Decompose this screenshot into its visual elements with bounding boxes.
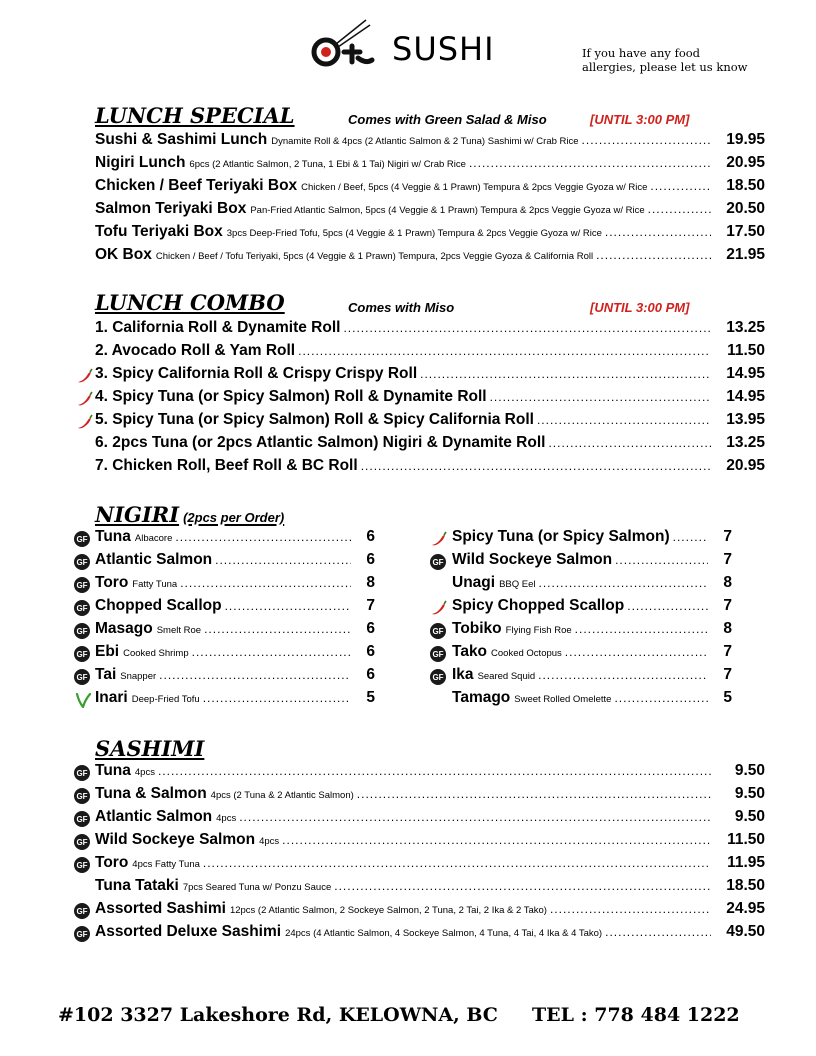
item-name: Tofu Teriyaki Box: [95, 223, 223, 240]
gluten-free-icon: GF: [74, 926, 90, 942]
menu-item: [452, 689, 732, 711]
item-price: 18.50: [726, 177, 765, 194]
leader-dots: [548, 436, 711, 450]
menu-item: [95, 666, 375, 688]
menu-item: [95, 131, 765, 153]
leader-dots: [469, 156, 711, 170]
lunch-combo-until: [UNTIL 3:00 PM]: [590, 300, 690, 315]
gluten-free-icon: GF: [74, 788, 90, 804]
nigiri-title-text: NIGIRI: [95, 502, 180, 527]
item-description: Pan-Fried Atlantic Salmon, 5pcs (4 Veggie & 1 Prawn) Tempura & 2pcs Veggie Gyoza w/ Rice: [250, 205, 645, 216]
gluten-free-icon: GF: [74, 765, 90, 781]
chili-pepper-icon: [76, 391, 92, 407]
item-name: Spicy Tuna (or Spicy Salmon): [452, 528, 670, 545]
item-name: Unagi: [452, 574, 496, 591]
item-name: 1. California Roll & Dynamite Roll: [95, 319, 341, 336]
item-name: OK Box: [95, 246, 152, 263]
leader-dots: [615, 553, 708, 567]
item-price: 9.50: [734, 785, 765, 802]
item-price: 8: [723, 620, 732, 637]
item-name: Tobiko: [452, 620, 502, 637]
item-description: 7pcs Seared Tuna w/ Ponzu Sauce: [182, 882, 332, 893]
item-price: 6: [366, 620, 375, 637]
item-name: Tuna: [95, 762, 131, 779]
item-description: 12pcs (2 Atlantic Salmon, 2 Sockeye Salmon, 2 Tuna, 2 Tai, 2 Ika & 2 Tako): [229, 905, 547, 916]
item-price: 20.95: [726, 154, 765, 171]
sashimi-title: SASHIMI: [95, 736, 205, 761]
leader-dots: [204, 622, 351, 636]
chili-pepper-icon: [76, 368, 92, 384]
gluten-free-icon: GF: [74, 857, 90, 873]
item-price: 6: [366, 551, 375, 568]
item-price: 7: [723, 528, 732, 545]
item-description: Dynamite Roll & 4pcs (2 Atlantic Salmon & 2 Tuna) Sashimi w/ Crab Rice: [271, 136, 579, 147]
gluten-free-icon: GF: [430, 554, 446, 570]
menu-item: [95, 223, 765, 245]
item-name: Tai: [95, 666, 117, 683]
leader-dots: [614, 691, 708, 705]
item-description: Deep-Fried Tofu: [131, 694, 200, 705]
lunch-special-title: LUNCH SPECIAL: [95, 103, 295, 128]
gluten-free-icon: GF: [74, 600, 90, 616]
gluten-free-icon: GF: [74, 903, 90, 919]
item-price: 11.95: [727, 854, 765, 871]
item-name: Sushi & Sashimi Lunch: [95, 131, 268, 148]
chili-pepper-icon: [76, 414, 92, 430]
menu-item: [95, 900, 765, 922]
gluten-free-icon: GF: [74, 669, 90, 685]
leader-dots: [343, 321, 711, 335]
item-name: 2. Avocado Roll & Yam Roll: [95, 342, 296, 359]
item-price: 49.50: [726, 923, 765, 940]
item-price: 7: [723, 551, 732, 568]
menu-item: [95, 643, 375, 665]
lunch-combo-subtitle: Comes with Miso: [348, 300, 455, 315]
gluten-free-icon: GF: [430, 646, 446, 662]
leader-dots: [159, 668, 351, 682]
item-price: 8: [366, 574, 375, 591]
item-description: Sweet Rolled Omelette: [514, 694, 612, 705]
leader-dots: [357, 787, 711, 801]
item-description: 4pcs: [216, 813, 237, 824]
item-name: Tako: [452, 643, 488, 660]
item-name: Tuna & Salmon: [95, 785, 207, 802]
item-price: 7: [723, 666, 732, 683]
gluten-free-icon: GF: [74, 577, 90, 593]
item-description: Flying Fish Roe: [505, 625, 572, 636]
menu-item: [95, 689, 375, 711]
menu-item: [95, 200, 765, 222]
menu-item: [95, 365, 765, 387]
menu-item: [95, 551, 375, 573]
menu-item: [452, 528, 732, 550]
item-name: Chopped Scallop: [95, 597, 222, 614]
leader-dots: [420, 367, 711, 381]
gluten-free-icon: GF: [430, 669, 446, 685]
gluten-free-icon: GF: [74, 531, 90, 547]
leader-dots: [215, 553, 351, 567]
item-description: 24pcs (4 Atlantic Salmon, 4 Sockeye Salmon, 4 Tuna, 4 Tai, 4 Ika & 4 Tako): [285, 928, 603, 939]
item-price: 24.95: [726, 900, 765, 917]
item-name: Wild Sockeye Salmon: [452, 551, 613, 568]
menu-item: [95, 319, 765, 341]
item-description: Cooked Shrimp: [123, 648, 189, 659]
item-name: Masago: [95, 620, 153, 637]
menu-item: [452, 551, 732, 573]
chili-pepper-icon: [430, 531, 446, 547]
gluten-free-icon: GF: [74, 811, 90, 827]
lunch-special-subtitle: Comes with Green Salad & Miso: [348, 112, 547, 127]
restaurant-logo: [310, 18, 495, 72]
leader-dots: [282, 833, 711, 847]
menu-item: [95, 177, 765, 199]
leader-dots: [203, 856, 711, 870]
leader-dots: [596, 248, 711, 262]
item-price: 9.50: [734, 762, 765, 779]
leader-dots: [180, 576, 351, 590]
lunch-special-until: [UNTIL 3:00 PM]: [590, 112, 690, 127]
menu-item: [452, 643, 732, 665]
menu-item: [95, 762, 765, 784]
item-name: 7. Chicken Roll, Beef Roll & BC Roll: [95, 457, 358, 474]
menu-item: [95, 877, 765, 899]
item-price: 19.95: [726, 131, 765, 148]
leader-dots: [537, 413, 711, 427]
item-price: 9.50: [734, 808, 765, 825]
nigiri-title: [95, 502, 284, 527]
item-price: 8: [723, 574, 732, 591]
leader-dots: [627, 599, 708, 613]
leader-dots: [175, 530, 351, 544]
item-price: 13.25: [726, 434, 765, 451]
item-name: Assorted Deluxe Sashimi: [95, 923, 282, 940]
item-description: Chicken / Beef, 5pcs (4 Veggie & 1 Prawn) Tempura & 2pcs Veggie Gyoza w/ Rice: [301, 182, 648, 193]
leader-dots: [605, 225, 711, 239]
item-description: Fatty Tuna: [132, 579, 178, 590]
item-price: 13.25: [726, 319, 765, 336]
item-name: Ika: [452, 666, 474, 683]
menu-item: [95, 154, 765, 176]
menu-item: [95, 574, 375, 596]
item-description: 4pcs Fatty Tuna: [132, 859, 200, 870]
leader-dots: [334, 879, 711, 893]
item-price: 18.50: [726, 877, 765, 894]
address: #102 3327 Lakeshore Rd, KELOWNA, BC: [58, 1004, 498, 1026]
item-name: Assorted Sashimi: [95, 900, 226, 917]
item-price: 17.50: [726, 223, 765, 240]
leader-dots: [361, 459, 711, 473]
menu-item: [452, 666, 732, 688]
item-price: 5: [723, 689, 732, 706]
item-description: Chicken / Beef / Tofu Teriyaki, 5pcs (4 Veggie & 1 Prawn) Tempura, 2pcs Veggie Gyoza & California Roll: [155, 251, 594, 262]
item-description: Smelt Roe: [156, 625, 202, 636]
leader-dots: [192, 645, 351, 659]
item-description: Seared Squid: [477, 671, 536, 682]
leader-dots: [673, 530, 708, 544]
menu-item: [95, 528, 375, 550]
gluten-free-icon: GF: [74, 554, 90, 570]
item-name: Atlantic Salmon: [95, 551, 213, 568]
menu-item: [95, 342, 765, 364]
item-name: 5. Spicy Tuna (or Spicy Salmon) Roll & Spicy California Roll: [95, 411, 534, 428]
item-price: 7: [723, 597, 732, 614]
item-name: 6. 2pcs Tuna (or 2pcs Atlantic Salmon) Nigiri & Dynamite Roll: [95, 434, 546, 451]
leader-dots: [550, 902, 711, 916]
menu-item: [95, 597, 375, 619]
item-description: 6pcs (2 Atlantic Salmon, 2 Tuna, 1 Ebi & 1 Tai) Nigiri w/ Crab Rice: [189, 159, 466, 170]
item-price: 14.95: [726, 388, 765, 405]
leader-dots: [650, 179, 711, 193]
item-description: Cooked Octopus: [491, 648, 562, 659]
item-price: 20.50: [726, 200, 765, 217]
item-name: Toro: [95, 854, 129, 871]
item-name: 4. Spicy Tuna (or Spicy Salmon) Roll & Dynamite Roll: [95, 388, 487, 405]
item-description: 4pcs: [134, 767, 155, 778]
item-price: 6: [366, 666, 375, 683]
menu-item: [452, 574, 732, 596]
item-name: Tamago: [452, 689, 511, 706]
leader-dots: [538, 668, 708, 682]
leader-dots: [158, 764, 711, 778]
item-name: Atlantic Salmon: [95, 808, 213, 825]
item-name: Salmon Teriyaki Box: [95, 200, 247, 217]
lunch-combo-title: LUNCH COMBO: [95, 290, 285, 315]
item-description: Albacore: [134, 533, 173, 544]
allergy-notice: If you have any food allergies, please let us know: [582, 46, 748, 74]
leader-dots: [225, 599, 351, 613]
menu-item: [452, 597, 732, 619]
menu-item: [95, 620, 375, 642]
item-name: Chicken / Beef Teriyaki Box: [95, 177, 298, 194]
item-description: Snapper: [120, 671, 157, 682]
item-price: 11.50: [727, 342, 765, 359]
menu-item: [95, 388, 765, 410]
item-name: Nigiri Lunch: [95, 154, 186, 171]
item-name: Ebi: [95, 643, 120, 660]
leader-dots: [490, 390, 711, 404]
menu-item: [95, 411, 765, 433]
menu-item: [95, 854, 765, 876]
vegetarian-leaf-icon: [74, 692, 90, 708]
leader-dots: [298, 344, 711, 358]
leader-dots: [648, 202, 711, 216]
menu-item: [95, 457, 765, 479]
gluten-free-icon: GF: [430, 623, 446, 639]
leader-dots: [605, 925, 711, 939]
item-description: 3pcs Deep-Fried Tofu, 5pcs (4 Veggie & 1 Prawn) Tempura & 2pcs Veggie Gyoza w/ Rice: [226, 228, 602, 239]
item-price: 11.50: [727, 831, 765, 848]
leader-dots: [582, 133, 711, 147]
item-price: 6: [366, 528, 375, 545]
menu-item: [95, 923, 765, 945]
menu-item: [95, 831, 765, 853]
leader-dots: [239, 810, 711, 824]
item-price: 20.95: [726, 457, 765, 474]
item-description: BBQ Eel: [499, 579, 536, 590]
menu-item: [95, 434, 765, 456]
item-name: Toro: [95, 574, 129, 591]
item-name: Tuna Tataki: [95, 877, 179, 894]
menu-item: [95, 785, 765, 807]
telephone: TEL : 778 484 1222: [532, 1004, 740, 1026]
menu-item: [95, 808, 765, 830]
item-name: Inari: [95, 689, 128, 706]
item-name: 3. Spicy California Roll & Crispy Crispy Roll: [95, 365, 418, 382]
item-price: 21.95: [726, 246, 765, 263]
item-name: Tuna: [95, 528, 131, 545]
gluten-free-icon: GF: [74, 646, 90, 662]
menu-item: [95, 246, 765, 268]
gluten-free-icon: GF: [74, 834, 90, 850]
item-price: 7: [723, 643, 732, 660]
menu-item: [452, 620, 732, 642]
item-name: Wild Sockeye Salmon: [95, 831, 256, 848]
chili-pepper-icon: [430, 600, 446, 616]
leader-dots: [565, 645, 708, 659]
item-description: 4pcs: [259, 836, 280, 847]
item-price: 7: [366, 597, 375, 614]
item-name: Spicy Chopped Scallop: [452, 597, 625, 614]
gluten-free-icon: GF: [74, 623, 90, 639]
item-price: 14.95: [726, 365, 765, 382]
brand-name: SUSHI: [392, 30, 495, 68]
item-description: 4pcs (2 Tuna & 2 Atlantic Salmon): [210, 790, 354, 801]
leader-dots: [539, 576, 709, 590]
leader-dots: [203, 691, 351, 705]
nigiri-subtitle: (2pcs per Order): [183, 510, 285, 525]
chopsticks-logo-icon: [310, 18, 386, 72]
item-price: 13.95: [726, 411, 765, 428]
leader-dots: [575, 622, 708, 636]
item-price: 6: [366, 643, 375, 660]
item-price: 5: [366, 689, 375, 706]
